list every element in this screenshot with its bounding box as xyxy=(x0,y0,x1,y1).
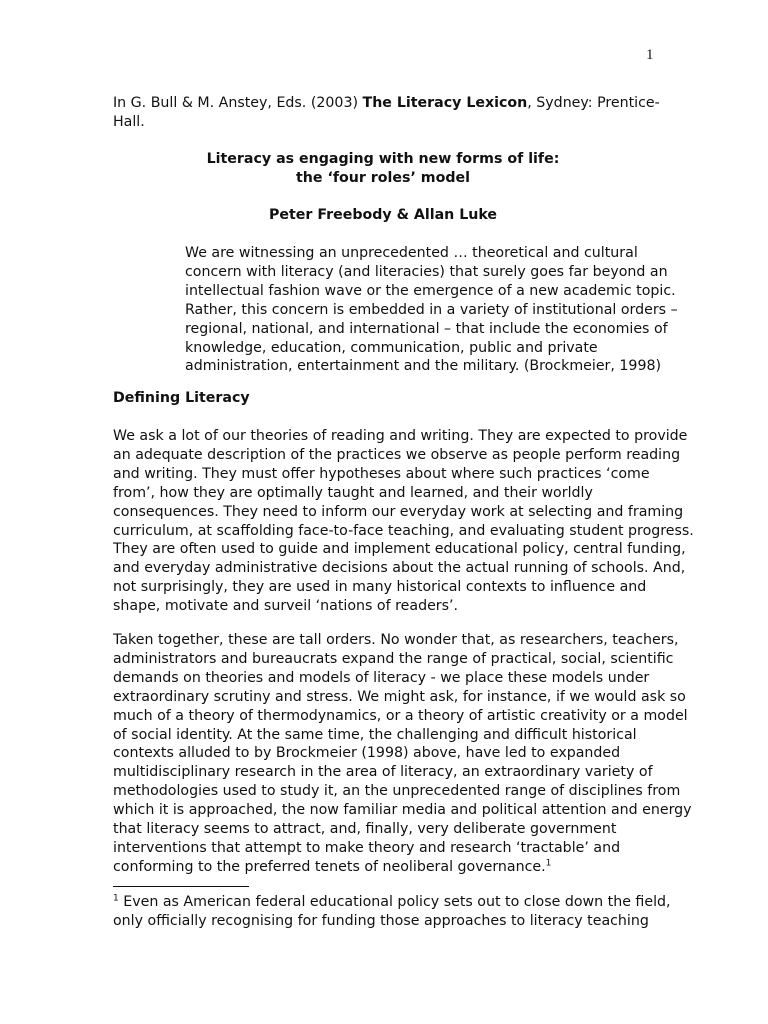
footnote-marker: 1 xyxy=(113,893,119,904)
epigraph-line: concern with literacy (and literacies) that surely goes far beyond an xyxy=(185,263,668,280)
citation xyxy=(113,94,660,132)
paragraph-line: and writing. They must offer hypotheses about where such practices ‘come xyxy=(113,465,650,482)
book-title: The Literacy Lexicon xyxy=(362,95,528,111)
footnote-line: Even as American federal educational policy sets out to close down the field, xyxy=(118,894,671,910)
epigraph-line: We are witnessing an unprecedented … theoretical and cultural xyxy=(185,245,638,261)
title-line-1: Literacy as engaging with new forms of life: xyxy=(206,151,560,167)
citation-suffix: , Sydney: Prentice- xyxy=(527,95,660,111)
paragraph-line: consequences. They need to inform our everyday work at selecting and framing xyxy=(113,503,684,520)
paragraph-line: much of a theory of thermodynamics, or a theory of artistic creativity or a model xyxy=(113,707,688,724)
epigraph-line: administration, entertainment and the military. (Brockmeier, 1998) xyxy=(185,358,662,375)
citation-line2: Hall. xyxy=(113,114,145,130)
paragraph-line: methodologies used to study it, an the unprecedented range of disciplines from xyxy=(113,783,681,800)
paragraph-line: of social identity. At the same time, the challenging and difficult historical xyxy=(113,726,637,743)
authors: Peter Freebody & Allan Luke xyxy=(268,207,498,223)
section-heading: Defining Literacy xyxy=(113,390,250,406)
footnote-divider xyxy=(113,886,249,887)
paragraph-line: multidisciplinary research in the area of literacy, an extraordinary variety of xyxy=(113,764,653,781)
epigraph-quote xyxy=(185,244,678,376)
paragraph-line: demands on theories and models of literacy - we place these models under xyxy=(113,669,650,686)
footnote-reference[interactable]: 1 xyxy=(545,858,552,869)
footnote-line: only officially recognising for funding those approaches to literacy teaching xyxy=(113,913,649,929)
page-number: 1 xyxy=(646,47,654,63)
paragraph-line: They are often used to guide and implement educational policy, central funding, xyxy=(113,541,686,558)
paragraph-line: curriculum, at scaffolding face-to-face teaching, and evaluating student progress. xyxy=(113,522,694,539)
paragraph-2 xyxy=(113,631,692,877)
paragraph-line: We ask a lot of our theories of reading and writing. They are expected to provide xyxy=(113,428,688,444)
paragraph-line: Taken together, these are tall orders. No wonder that, as researchers, teachers, xyxy=(113,632,679,648)
paragraph-line: administrators and bureaucrats expand the range of practical, social, scientific xyxy=(113,650,674,667)
paragraph-1 xyxy=(113,427,694,616)
epigraph-line: Rather, this concern is embedded in a variety of institutional orders – xyxy=(185,301,678,318)
footnote xyxy=(113,893,671,931)
title-line-2: the ‘four roles’ model xyxy=(296,170,470,186)
paragraph-line: an adequate description of the practices we observe as people perform reading xyxy=(113,446,681,463)
paragraph-line: shape, motivate and surveil ‘nations of readers’. xyxy=(113,598,459,615)
paragraph-line: extraordinary scrutiny and stress. We might ask, for instance, if we would ask so xyxy=(113,688,686,705)
epigraph-line: intellectual fashion wave or the emergence of a new academic topic. xyxy=(185,282,676,299)
paragraph-line: interventions that attempt to make theory and research ‘tractable’ and xyxy=(113,839,621,856)
paragraph-line: and everyday administrative decisions about the actual running of schools. And, xyxy=(113,560,686,577)
paragraph-last-text: conforming to the preferred tenets of neoliberal governance. xyxy=(113,858,546,875)
paragraph-line: not surprisingly, they are used in many historical contexts to influence and xyxy=(113,579,647,596)
paragraph-line: which it is approached, the now familiar media and political attention and energy xyxy=(113,802,692,819)
epigraph-line: regional, national, and international – that include the economies of xyxy=(185,320,668,337)
epigraph-line: knowledge, education, communication, public and private xyxy=(185,339,598,356)
citation-prefix: In G. Bull & M. Anstey, Eds. (2003) xyxy=(113,95,363,111)
paragraph-line-last xyxy=(113,858,658,877)
paragraph-line: that literacy seems to attract, and, finally, very deliberate government xyxy=(113,821,617,838)
page-title xyxy=(113,150,653,188)
paragraph-line: from’, how they are optimally taught and learned, and their worldly xyxy=(113,484,593,501)
paragraph-line: contexts alluded to by Brockmeier (1998) above, have led to expanded xyxy=(113,745,621,762)
